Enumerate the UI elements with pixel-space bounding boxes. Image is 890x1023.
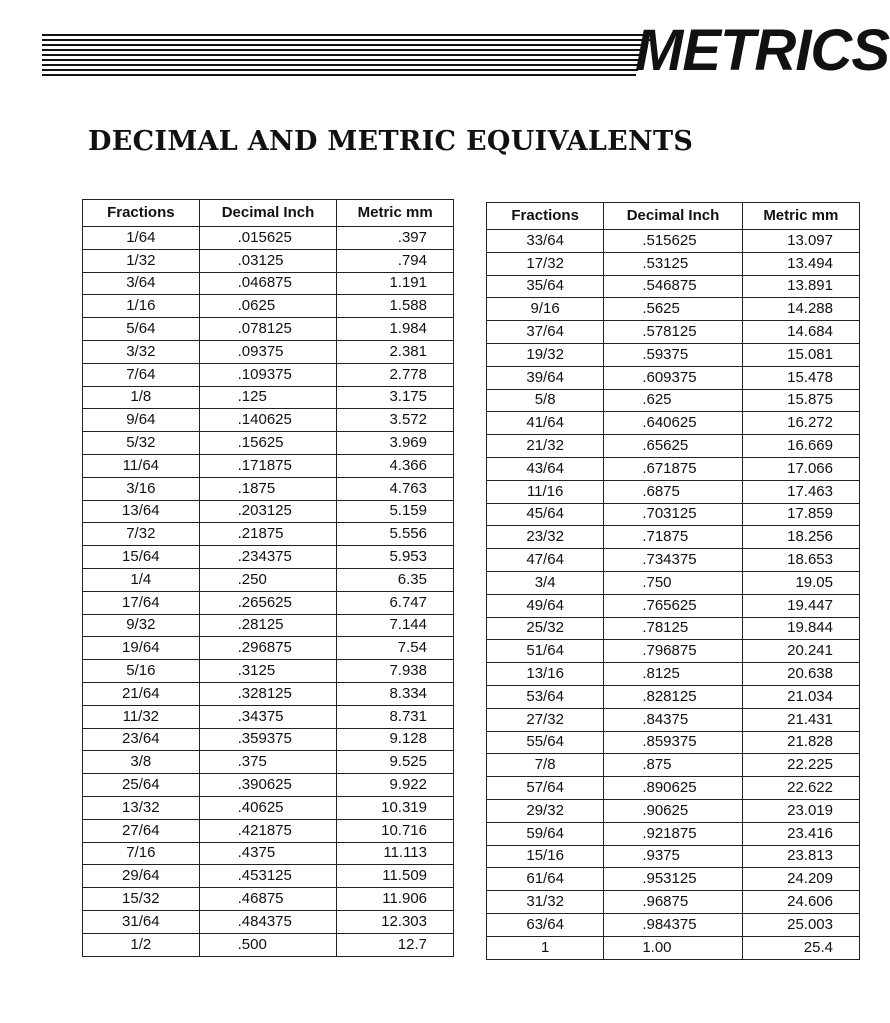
column-header-decimal-inch: Decimal Inch — [199, 200, 337, 227]
decimal-inch-cell: .578125 — [604, 321, 742, 344]
column-header-metric-mm: Metric mm — [742, 203, 859, 230]
metric-mm-cell: 7.144 — [337, 614, 454, 637]
metric-mm-cell: 23.813 — [742, 845, 859, 868]
metric-mm-cell: 7.938 — [337, 660, 454, 683]
decimal-inch-cell: .375 — [199, 751, 337, 774]
header-speed-lines — [42, 34, 667, 78]
decimal-inch-cell: .46875 — [199, 888, 337, 911]
metric-mm-cell: 8.731 — [337, 705, 454, 728]
table-row — [487, 799, 860, 822]
metric-mm-cell: 23.019 — [742, 799, 859, 822]
table-row — [487, 480, 860, 503]
metric-mm-cell: 19.844 — [742, 617, 859, 640]
decimal-inch-cell: 1.00 — [604, 936, 742, 959]
decimal-inch-cell: .515625 — [604, 230, 742, 253]
decimal-inch-cell: .921875 — [604, 822, 742, 845]
fraction-cell: 23/64 — [83, 728, 200, 751]
decimal-inch-cell: .203125 — [199, 500, 337, 523]
table-row — [487, 685, 860, 708]
metric-mm-cell: 24.606 — [742, 891, 859, 914]
table-row — [83, 523, 454, 546]
metric-mm-cell: 23.416 — [742, 822, 859, 845]
table-row — [487, 754, 860, 777]
metric-mm-cell: 18.653 — [742, 549, 859, 572]
metric-mm-cell: 4.763 — [337, 477, 454, 500]
metric-mm-cell: .794 — [337, 249, 454, 272]
metric-mm-cell: 10.319 — [337, 796, 454, 819]
metric-mm-cell: 12.7 — [337, 933, 454, 956]
fraction-cell: 1/4 — [83, 568, 200, 591]
metric-mm-cell: 5.556 — [337, 523, 454, 546]
fraction-cell: 3/8 — [83, 751, 200, 774]
table-row — [487, 777, 860, 800]
metric-mm-cell: 17.463 — [742, 480, 859, 503]
fraction-cell: 25/32 — [487, 617, 604, 640]
metric-mm-cell: 3.572 — [337, 409, 454, 432]
fraction-cell: 35/64 — [487, 275, 604, 298]
table-row — [83, 477, 454, 500]
fraction-cell: 1/2 — [83, 933, 200, 956]
page-title: DECIMAL AND METRIC EQUIVALENTS — [88, 126, 694, 157]
decimal-inch-cell: .421875 — [199, 819, 337, 842]
table-row — [487, 663, 860, 686]
fraction-cell: 3/64 — [83, 272, 200, 295]
decimal-inch-cell: .171875 — [199, 454, 337, 477]
decimal-inch-cell: .750 — [604, 571, 742, 594]
metric-mm-cell: 4.366 — [337, 454, 454, 477]
table-row — [83, 842, 454, 865]
table-row — [83, 386, 454, 409]
table-row — [487, 366, 860, 389]
table-row — [83, 454, 454, 477]
table-row — [83, 363, 454, 386]
table-row — [83, 546, 454, 569]
fraction-cell: 59/64 — [487, 822, 604, 845]
fraction-cell: 29/64 — [83, 865, 200, 888]
fraction-cell: 11/16 — [487, 480, 604, 503]
table-row — [487, 936, 860, 959]
metric-mm-cell: 25.4 — [742, 936, 859, 959]
table-row — [83, 409, 454, 432]
table-row — [83, 591, 454, 614]
metric-mm-cell: 1.191 — [337, 272, 454, 295]
decimal-inch-cell: .828125 — [604, 685, 742, 708]
column-header-fractions: Fractions — [487, 203, 604, 230]
fraction-cell: 17/32 — [487, 252, 604, 275]
metric-mm-cell: 6.35 — [337, 568, 454, 591]
header-line — [42, 54, 644, 56]
fraction-cell: 57/64 — [487, 777, 604, 800]
header-line — [42, 69, 638, 71]
table-row — [83, 614, 454, 637]
decimal-inch-cell: .03125 — [199, 249, 337, 272]
table-row — [83, 295, 454, 318]
metric-mm-cell: 20.638 — [742, 663, 859, 686]
fraction-cell: 7/32 — [83, 523, 200, 546]
metric-mm-cell: 25.003 — [742, 913, 859, 936]
decimal-inch-cell: .640625 — [604, 412, 742, 435]
fraction-cell: 5/64 — [83, 318, 200, 341]
fraction-cell: 21/64 — [83, 682, 200, 705]
header-line — [42, 64, 640, 66]
fraction-cell: 11/64 — [83, 454, 200, 477]
table-row — [487, 617, 860, 640]
fraction-cell: 15/64 — [83, 546, 200, 569]
table-header-row — [487, 203, 860, 230]
decimal-inch-cell: .9375 — [604, 845, 742, 868]
decimal-inch-cell: .71875 — [604, 526, 742, 549]
table-row — [83, 865, 454, 888]
decimal-inch-cell: .078125 — [199, 318, 337, 341]
table-row — [487, 321, 860, 344]
table-row — [487, 913, 860, 936]
header-line — [42, 74, 636, 76]
fraction-cell: 47/64 — [487, 549, 604, 572]
table-header-row — [83, 200, 454, 227]
header-line — [42, 39, 650, 41]
fraction-cell: 15/32 — [83, 888, 200, 911]
decimal-inch-cell: .3125 — [199, 660, 337, 683]
decimal-inch-cell: .125 — [199, 386, 337, 409]
fraction-cell: 17/64 — [83, 591, 200, 614]
table-row — [487, 435, 860, 458]
table-row — [83, 796, 454, 819]
conversion-table-right — [486, 202, 860, 960]
metric-mm-cell: 24.209 — [742, 868, 859, 891]
table-row — [83, 249, 454, 272]
metric-mm-cell: 7.54 — [337, 637, 454, 660]
table-row — [487, 275, 860, 298]
fraction-cell: 15/16 — [487, 845, 604, 868]
fraction-cell: 31/64 — [83, 910, 200, 933]
decimal-inch-cell: .953125 — [604, 868, 742, 891]
fraction-cell: 3/32 — [83, 340, 200, 363]
table-row — [487, 343, 860, 366]
fraction-cell: 45/64 — [487, 503, 604, 526]
fraction-cell: 61/64 — [487, 868, 604, 891]
fraction-cell: 7/64 — [83, 363, 200, 386]
fraction-cell: 13/64 — [83, 500, 200, 523]
table-row — [487, 731, 860, 754]
metric-mm-cell: 11.906 — [337, 888, 454, 911]
fraction-cell: 19/64 — [83, 637, 200, 660]
metric-mm-cell: 19.05 — [742, 571, 859, 594]
fraction-cell: 3/16 — [83, 477, 200, 500]
fraction-cell: 49/64 — [487, 594, 604, 617]
decimal-inch-cell: .484375 — [199, 910, 337, 933]
fraction-cell: 13/16 — [487, 663, 604, 686]
metric-mm-cell: 11.509 — [337, 865, 454, 888]
metric-mm-cell: 13.891 — [742, 275, 859, 298]
table-row — [487, 503, 860, 526]
table-row — [487, 457, 860, 480]
metric-mm-cell: 9.128 — [337, 728, 454, 751]
table-row — [487, 822, 860, 845]
table-row — [487, 845, 860, 868]
metric-mm-cell: 17.859 — [742, 503, 859, 526]
table-row — [83, 432, 454, 455]
decimal-inch-cell: .78125 — [604, 617, 742, 640]
decimal-inch-cell: .984375 — [604, 913, 742, 936]
metric-mm-cell: 14.288 — [742, 298, 859, 321]
metric-mm-cell: 16.272 — [742, 412, 859, 435]
table-row — [83, 682, 454, 705]
metric-mm-cell: 17.066 — [742, 457, 859, 480]
decimal-inch-cell: .328125 — [199, 682, 337, 705]
metric-mm-cell: 5.159 — [337, 500, 454, 523]
fraction-cell: 1/32 — [83, 249, 200, 272]
decimal-inch-cell: .015625 — [199, 227, 337, 250]
metric-mm-cell: 14.684 — [742, 321, 859, 344]
table-row — [487, 389, 860, 412]
table-row — [487, 708, 860, 731]
fraction-cell: 19/32 — [487, 343, 604, 366]
decimal-inch-cell: .546875 — [604, 275, 742, 298]
metric-mm-cell: 2.381 — [337, 340, 454, 363]
metric-mm-cell: 1.984 — [337, 318, 454, 341]
fraction-cell: 1/64 — [83, 227, 200, 250]
decimal-inch-cell: .53125 — [604, 252, 742, 275]
metric-mm-cell: 22.225 — [742, 754, 859, 777]
metric-mm-cell: 10.716 — [337, 819, 454, 842]
decimal-inch-cell: .703125 — [604, 503, 742, 526]
decimal-inch-cell: .265625 — [199, 591, 337, 614]
decimal-inch-cell: .859375 — [604, 731, 742, 754]
fraction-cell: 37/64 — [487, 321, 604, 344]
metric-mm-cell: 13.097 — [742, 230, 859, 253]
metric-mm-cell: 12.303 — [337, 910, 454, 933]
table-row — [487, 571, 860, 594]
metric-mm-cell: 21.431 — [742, 708, 859, 731]
metric-mm-cell: 15.081 — [742, 343, 859, 366]
decimal-inch-cell: .8125 — [604, 663, 742, 686]
fraction-cell: 29/32 — [487, 799, 604, 822]
fraction-cell: 3/4 — [487, 571, 604, 594]
decimal-inch-cell: .21875 — [199, 523, 337, 546]
decimal-inch-cell: .796875 — [604, 640, 742, 663]
header-line — [42, 59, 642, 61]
table-row — [83, 227, 454, 250]
fraction-cell: 5/8 — [487, 389, 604, 412]
metric-mm-cell: 3.969 — [337, 432, 454, 455]
metric-mm-cell: 8.334 — [337, 682, 454, 705]
decimal-inch-cell: .4375 — [199, 842, 337, 865]
table-row — [83, 318, 454, 341]
fraction-cell: 39/64 — [487, 366, 604, 389]
table-body-left — [83, 227, 454, 957]
column-header-decimal-inch: Decimal Inch — [604, 203, 742, 230]
table-row — [487, 526, 860, 549]
metric-mm-cell: 21.034 — [742, 685, 859, 708]
fraction-cell: 43/64 — [487, 457, 604, 480]
column-header-fractions: Fractions — [83, 200, 200, 227]
decimal-inch-cell: .296875 — [199, 637, 337, 660]
fraction-cell: 27/64 — [83, 819, 200, 842]
decimal-inch-cell: .234375 — [199, 546, 337, 569]
fraction-cell: 25/64 — [83, 774, 200, 797]
decimal-inch-cell: .5625 — [604, 298, 742, 321]
table-row — [487, 412, 860, 435]
metric-mm-cell: 18.256 — [742, 526, 859, 549]
table-row — [83, 751, 454, 774]
decimal-inch-cell: .359375 — [199, 728, 337, 751]
metric-mm-cell: 15.478 — [742, 366, 859, 389]
table-row — [83, 340, 454, 363]
column-header-metric-mm: Metric mm — [337, 200, 454, 227]
table-row — [83, 910, 454, 933]
metric-mm-cell: 5.953 — [337, 546, 454, 569]
fraction-cell: 31/32 — [487, 891, 604, 914]
metric-mm-cell: 15.875 — [742, 389, 859, 412]
metric-mm-cell: 11.113 — [337, 842, 454, 865]
fraction-cell: 27/32 — [487, 708, 604, 731]
fraction-cell: 21/32 — [487, 435, 604, 458]
fraction-cell: 55/64 — [487, 731, 604, 754]
metric-mm-cell: 20.241 — [742, 640, 859, 663]
table-row — [487, 891, 860, 914]
decimal-inch-cell: .09375 — [199, 340, 337, 363]
decimal-inch-cell: .875 — [604, 754, 742, 777]
decimal-inch-cell: .1875 — [199, 477, 337, 500]
table-row — [487, 868, 860, 891]
table-row — [487, 230, 860, 253]
table-row — [83, 568, 454, 591]
header-line — [42, 34, 652, 36]
fraction-cell: 9/64 — [83, 409, 200, 432]
fraction-cell: 5/32 — [83, 432, 200, 455]
table-row — [83, 637, 454, 660]
fraction-cell: 9/32 — [83, 614, 200, 637]
fraction-cell: 7/16 — [83, 842, 200, 865]
decimal-inch-cell: .96875 — [604, 891, 742, 914]
decimal-inch-cell: .609375 — [604, 366, 742, 389]
decimal-inch-cell: .250 — [199, 568, 337, 591]
table-row — [83, 500, 454, 523]
fraction-cell: 51/64 — [487, 640, 604, 663]
table-row — [487, 298, 860, 321]
metric-mm-cell: 9.922 — [337, 774, 454, 797]
fraction-cell: 1 — [487, 936, 604, 959]
table-row — [487, 640, 860, 663]
decimal-inch-cell: .34375 — [199, 705, 337, 728]
decimal-inch-cell: .28125 — [199, 614, 337, 637]
decimal-inch-cell: .453125 — [199, 865, 337, 888]
header-line — [42, 44, 648, 46]
metric-mm-cell: 1.588 — [337, 295, 454, 318]
decimal-inch-cell: .140625 — [199, 409, 337, 432]
fraction-cell: 63/64 — [487, 913, 604, 936]
decimal-inch-cell: .671875 — [604, 457, 742, 480]
decimal-inch-cell: .0625 — [199, 295, 337, 318]
fraction-cell: 53/64 — [487, 685, 604, 708]
decimal-inch-cell: .109375 — [199, 363, 337, 386]
table-row — [487, 594, 860, 617]
decimal-inch-cell: .65625 — [604, 435, 742, 458]
decimal-inch-cell: .15625 — [199, 432, 337, 455]
fraction-cell: 7/8 — [487, 754, 604, 777]
table-row — [83, 933, 454, 956]
fraction-cell: 23/32 — [487, 526, 604, 549]
decimal-inch-cell: .734375 — [604, 549, 742, 572]
metric-mm-cell: 6.747 — [337, 591, 454, 614]
table-body-right — [487, 230, 860, 960]
fraction-cell: 1/8 — [83, 386, 200, 409]
decimal-inch-cell: .390625 — [199, 774, 337, 797]
metric-mm-cell: 16.669 — [742, 435, 859, 458]
decimal-inch-cell: .84375 — [604, 708, 742, 731]
metric-mm-cell: 21.828 — [742, 731, 859, 754]
brand-title: METRICS — [635, 18, 889, 83]
metric-mm-cell: 3.175 — [337, 386, 454, 409]
fraction-cell: 5/16 — [83, 660, 200, 683]
table-row — [83, 774, 454, 797]
table-row — [83, 660, 454, 683]
table-row — [83, 888, 454, 911]
decimal-inch-cell: .500 — [199, 933, 337, 956]
fraction-cell: 9/16 — [487, 298, 604, 321]
table-row — [487, 549, 860, 572]
fraction-cell: 13/32 — [83, 796, 200, 819]
decimal-inch-cell: .90625 — [604, 799, 742, 822]
metric-mm-cell: 2.778 — [337, 363, 454, 386]
table-row — [83, 272, 454, 295]
table-row — [83, 819, 454, 842]
conversion-table-left — [82, 199, 454, 957]
fraction-cell: 1/16 — [83, 295, 200, 318]
fraction-cell: 41/64 — [487, 412, 604, 435]
decimal-inch-cell: .046875 — [199, 272, 337, 295]
decimal-inch-cell: .890625 — [604, 777, 742, 800]
metric-mm-cell: 19.447 — [742, 594, 859, 617]
header-line — [42, 49, 646, 51]
fraction-cell: 33/64 — [487, 230, 604, 253]
table-row — [83, 728, 454, 751]
metric-mm-cell: 13.494 — [742, 252, 859, 275]
decimal-inch-cell: .40625 — [199, 796, 337, 819]
metric-mm-cell: 22.622 — [742, 777, 859, 800]
decimal-inch-cell: .625 — [604, 389, 742, 412]
metric-mm-cell: .397 — [337, 227, 454, 250]
fraction-cell: 11/32 — [83, 705, 200, 728]
decimal-inch-cell: .765625 — [604, 594, 742, 617]
decimal-inch-cell: .6875 — [604, 480, 742, 503]
table-row — [83, 705, 454, 728]
table-row — [487, 252, 860, 275]
metric-mm-cell: 9.525 — [337, 751, 454, 774]
decimal-inch-cell: .59375 — [604, 343, 742, 366]
